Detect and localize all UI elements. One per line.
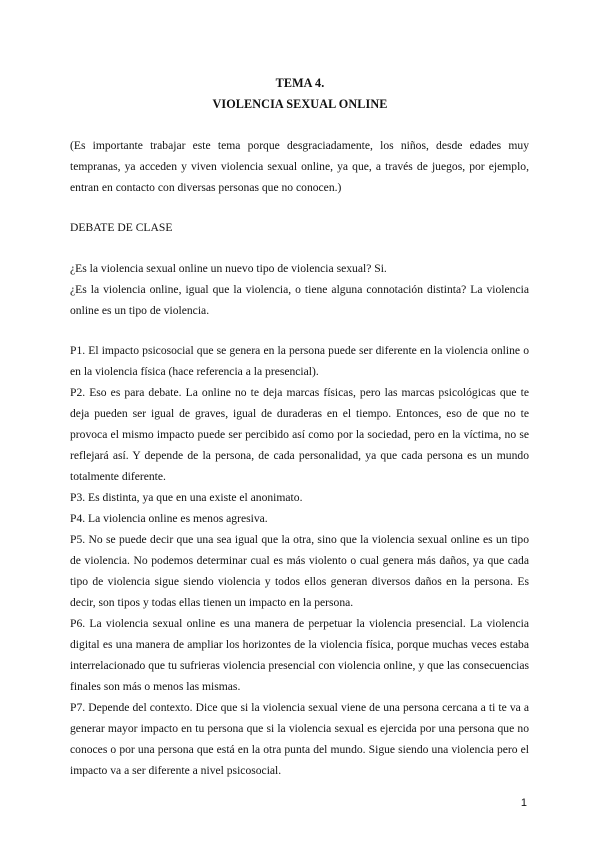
question-paragraph: ¿Es la violencia online, igual que la violencia, o tiene alguna connotación distinta? La violencia online es un tipo de violencia. [70,283,529,317]
answer-paragraph-p7: P7. Depende del contexto. Dice que si la violencia sexual viene de una persona cercana a ti te va a generar mayor impacto en tu persona que si la violencia sexual es ejercida por una persona que no conoces o por una persona que está en la otra punta del mundo. Sigue siendo una violencia pero el impacto va a ser diferente a nivel psicosocial. [70,701,529,777]
answer-paragraph-p2: P2. Eso es para debate. La online no te deja marcas físicas, pero las marcas psicológicas que te deja pueden ser igual de graves, igual de duraderas en el tiempo. Entonces, eso de que no te provoca el mismo impacto puede ser percibido así como por la sociedad, pero en la víctima, no se reflejará así. Y depende de la persona, de cada personalidad, ya que cada persona es un mundo totalmente diferente. [70,386,529,483]
answer-paragraph-p5: P5. No se puede decir que una sea igual que la otra, sino que la violencia sexual online es un tipo de violencia. No podemos determinar cual es más violento o cual genera más daños, ya que cada tipo de violencia sigue siendo violencia y todos ellos generan diversos daños en la persona. Es decir, son tipos y todas ellas tienen un impacto en la persona. [70,533,529,609]
intro-paragraph-block [70,135,529,198]
answer-paragraph-p1: P1. El impacto psicosocial que se genera en la persona puede ser diferente en la violencia online o en la violencia física (hace referencia a la presencial). [70,344,529,378]
title-topic-name: VIOLENCIA SEXUAL ONLINE [212,97,388,111]
title-topic-number: TEMA 4. [275,76,325,90]
intro-paragraph: (Es importante trabajar este tema porque desgraciadamente, los niños, desde edades muy tempranas, ya acceden y viven violencia sexual online, ya que, a través de juegos, por ejemplo, entran en contacto con diversas personas que no conocen.) [70,139,529,194]
page-number: 1 [520,797,527,809]
answer-paragraph-p6: P6. La violencia sexual online es una manera de perpetuar la violencia presencial. La violencia digital es una manera de ampliar los horizontes de la violencia física, porque muchas veces estaba interrelacionado que tu sufrieras violencia presencial con violencia online, y que las consecuencias finales son más o menos las mismas. [70,617,529,693]
section-heading-block [70,217,529,238]
title-block [70,73,530,115]
answers-block [70,340,529,781]
section-heading: DEBATE DE CLASE [70,221,173,234]
questions-block [70,258,529,321]
question-paragraph: ¿Es la violencia sexual online un nuevo tipo de violencia sexual? Si. [70,262,387,275]
answer-paragraph-p3: P3. Es distinta, ya que en una existe el anonimato. [70,491,303,504]
answer-paragraph-p4: P4. La violencia online es menos agresiva. [70,512,268,525]
